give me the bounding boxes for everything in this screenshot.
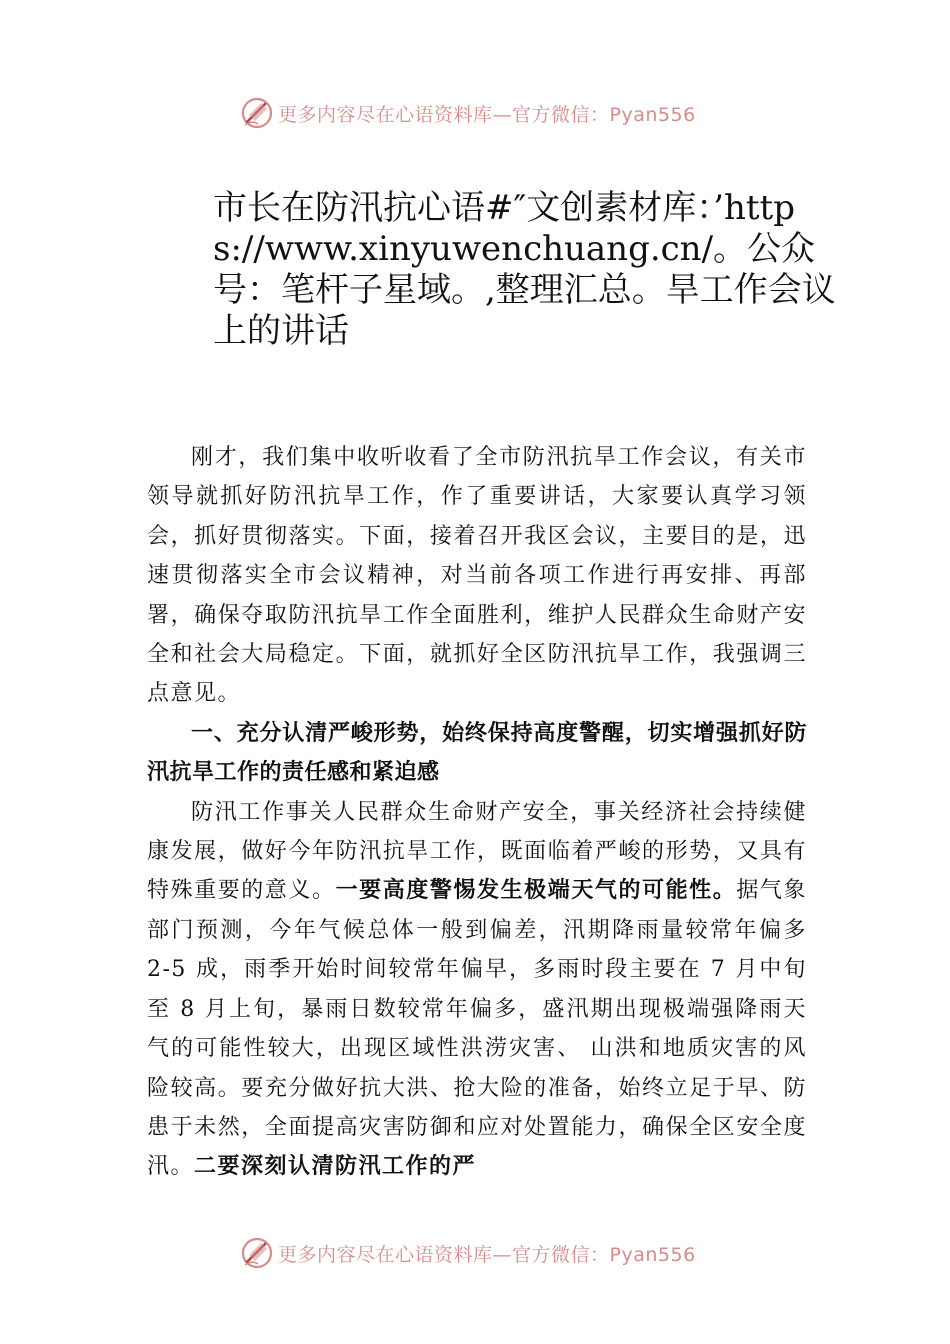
document-body: [147, 438, 807, 1187]
paragraph-text: 据气象部门预测，今年气候总体一般到偏差，汛期降雨量较常年偏多 2-5 成，雨季开始时间较常年偏早，多雨时段主要在 7 月中旬至 8 月上旬，暴雨日数较常年偏多，盛汛期出现极端强降雨天气的可能性较大，出现区域性洪涝灾害、 山洪和地质灾害的风险较高。要充分做好抗大洪、抢大险的准备，始终立足于早、防患于未然，全面提高灾害防御和应对处置能力，确保全区安全度汛。: [147, 878, 807, 1180]
watermark-logo-icon: [240, 1236, 274, 1270]
paragraph-situation: [147, 793, 807, 1187]
watermark-header: [240, 96, 760, 130]
watermark-logo-icon: [240, 96, 274, 130]
section-heading-1: 一、充分认清严峻形势，始终保持高度警醒，切实增强抓好防汛抗旱工作的责任感和紧迫感: [147, 719, 807, 786]
emphasis-point-2: 二要深刻认清防汛工作的严: [194, 1153, 477, 1180]
watermark-footer: [240, 1236, 760, 1270]
paragraph-text: 防汛工作事关人民群众生命财产安全，事关经济社会持续健康发展，做好今年防汛抗旱工作，既面临着严峻的形势，又具有特殊重要的意义。: [147, 799, 807, 904]
watermark-text: 更多内容尽在心语资料库—官方微信：Pyan556: [278, 103, 696, 126]
emphasis-point-1: 一要高度警惕发生极端天气的可能性。: [335, 877, 737, 904]
watermark-wechat-id: Pyan556: [609, 1243, 696, 1266]
paragraph-intro: 刚才，我们集中收听收看了全市防汛抗旱工作会议，有关市领导就抓好防汛抗旱工作，作了重要讲话，大家要认真学习领会，抓好贯彻落实。下面，接着召开我区会议，主要目的是，迅速贯彻落实全市会议精神，对当前各项工作进行再安排、再部署，确保夺取防汛抗旱工作全面胜利，维护人民群众生命财产安全和社会大局稳定。下面，就抓好全区防汛抗旱工作，我强调三点意见。: [147, 445, 807, 707]
document-title: 市长在防汛抗心语#″文创素材库：’https://www.xinyuwenchuang.cn/。公众号：笔杆子星域。,整理汇总。旱工作会议上的讲话: [213, 188, 836, 351]
watermark-text: 更多内容尽在心语资料库—官方微信：Pyan556: [278, 1243, 696, 1266]
watermark-wechat-id: Pyan556: [609, 103, 696, 126]
